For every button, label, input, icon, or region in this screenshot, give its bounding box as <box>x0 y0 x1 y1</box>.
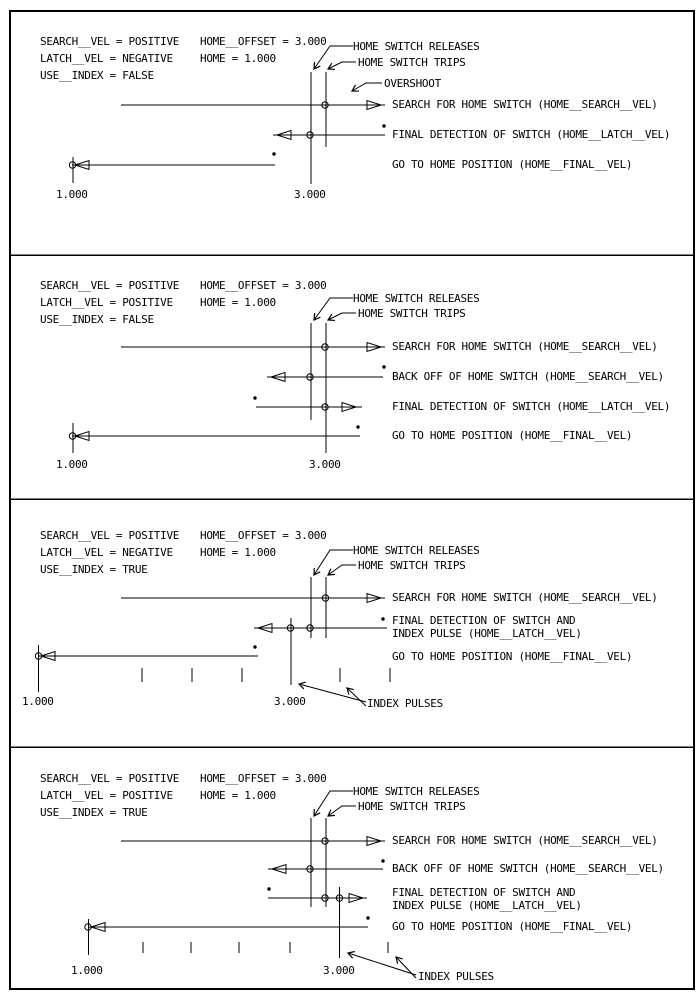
p2-start-dot-2 <box>254 397 256 399</box>
p3-step-search: SEARCH FOR HOME SWITCH (HOME__SEARCH__VEL) <box>392 591 658 604</box>
p2-start-dot-1 <box>383 366 385 368</box>
p4-index-pulses-label: INDEX PULSES <box>418 970 494 983</box>
p4-param-search-vel: SEARCH__VEL = POSITIVE <box>40 772 180 785</box>
p3-index-pulses-label: INDEX PULSES <box>367 697 443 710</box>
p4-axis-label-offset: 3.000 <box>323 964 355 977</box>
p2-param-use-index: USE__INDEX = FALSE <box>40 313 154 326</box>
p2-step-latch: FINAL DETECTION OF SWITCH (HOME__LATCH__VEL) <box>392 400 671 413</box>
p4-param-home-offset: HOME__OFFSET = 3.000 <box>200 772 327 785</box>
p4-param-latch-vel: LATCH__VEL = POSITIVE <box>40 789 173 802</box>
p4-start-dot-1 <box>382 860 384 862</box>
p4-index-arrow-1 <box>348 953 416 975</box>
p4-start-dot-3 <box>367 917 369 919</box>
p2-callout-trips: HOME SWITCH TRIPS <box>358 307 466 320</box>
p4-step-final: GO TO HOME POSITION (HOME__FINAL__VEL) <box>392 920 633 933</box>
panel1-motion-lines <box>72 72 385 184</box>
p4-index-arrow-2 <box>396 957 416 978</box>
p3-start-dot-2 <box>254 646 256 648</box>
p1-callout-trips: HOME SWITCH TRIPS <box>358 56 466 69</box>
p1-leader-trips <box>328 62 356 69</box>
p1-param-latch-vel: LATCH__VEL = NEGATIVE <box>40 52 173 65</box>
p2-param-home: HOME = 1.000 <box>200 296 276 309</box>
p3-param-use-index: USE__INDEX = TRUE <box>40 563 148 576</box>
p1-axis-label-offset: 3.000 <box>294 188 326 201</box>
p1-leader-overshoot <box>352 83 382 91</box>
p3-start-dot-1 <box>382 618 384 620</box>
p1-step-final: GO TO HOME POSITION (HOME__FINAL__VEL) <box>392 158 633 171</box>
p2-param-home-offset: HOME__OFFSET = 3.000 <box>200 279 327 292</box>
p4-start-dot-2 <box>268 888 270 890</box>
p4-step-latch-line2: INDEX PULSE (HOME__LATCH__VEL) <box>392 899 582 912</box>
p3-step-final: GO TO HOME POSITION (HOME__FINAL__VEL) <box>392 650 633 663</box>
p3-index-arrow-2 <box>347 688 366 706</box>
p1-param-home: HOME = 1.000 <box>200 52 276 65</box>
p1-step-search: SEARCH FOR HOME SWITCH (HOME__SEARCH__VEL) <box>392 98 658 111</box>
p3-callout-trips: HOME SWITCH TRIPS <box>358 559 466 572</box>
p4-leader-trips <box>328 806 356 816</box>
p3-leader-trips <box>328 565 356 575</box>
p2-start-dot-3 <box>357 426 359 428</box>
p4-step-search: SEARCH FOR HOME SWITCH (HOME__SEARCH__VEL) <box>392 834 658 847</box>
p4-callout-trips: HOME SWITCH TRIPS <box>358 800 466 813</box>
p2-step-backoff: BACK OFF OF HOME SWITCH (HOME__SEARCH__VEL) <box>392 370 664 383</box>
p4-axis-label-home: 1.000 <box>71 964 103 977</box>
p1-step-latch: FINAL DETECTION OF SWITCH (HOME__LATCH__VEL) <box>392 128 671 141</box>
p1-param-use-index: USE__INDEX = FALSE <box>40 69 154 82</box>
p1-param-search-vel: SEARCH__VEL = POSITIVE <box>40 35 180 48</box>
p4-callout-releases: HOME SWITCH RELEASES <box>353 785 480 798</box>
p2-axis-label-offset: 3.000 <box>309 458 341 471</box>
p1-start-dot-2 <box>273 153 275 155</box>
p1-axis-label-home: 1.000 <box>56 188 88 201</box>
p3-callout-releases: HOME SWITCH RELEASES <box>353 544 480 557</box>
p2-axis-label-home: 1.000 <box>56 458 88 471</box>
panel1-geometry <box>69 46 385 184</box>
p1-start-dot-1 <box>383 125 385 127</box>
panel3-motion-lines <box>38 577 390 692</box>
p4-param-use-index: USE__INDEX = TRUE <box>40 806 148 819</box>
p3-axis-label-offset: 3.000 <box>274 695 306 708</box>
p2-step-final: GO TO HOME POSITION (HOME__FINAL__VEL) <box>392 429 633 442</box>
p3-param-home: HOME = 1.000 <box>200 546 276 559</box>
p3-index-arrow-1 <box>299 684 366 702</box>
p3-param-latch-vel: LATCH__VEL = NEGATIVE <box>40 546 173 559</box>
p3-param-search-vel: SEARCH__VEL = POSITIVE <box>40 529 180 542</box>
p3-step-latch-line2: INDEX PULSE (HOME__LATCH__VEL) <box>392 627 582 640</box>
p2-step-search: SEARCH FOR HOME SWITCH (HOME__SEARCH__VEL) <box>392 340 658 353</box>
p1-callout-releases: HOME SWITCH RELEASES <box>353 40 480 53</box>
p3-step-latch-line1: FINAL DETECTION OF SWITCH AND <box>392 614 576 627</box>
p4-step-backoff: BACK OFF OF HOME SWITCH (HOME__SEARCH__VEL) <box>392 862 664 875</box>
p3-axis-label-home: 1.000 <box>22 695 54 708</box>
p2-leader-trips <box>328 313 356 320</box>
panel4-motion-lines <box>88 818 388 958</box>
p2-callout-releases: HOME SWITCH RELEASES <box>353 292 480 305</box>
p4-param-home: HOME = 1.000 <box>200 789 276 802</box>
panel4-geometry <box>85 791 416 978</box>
panel2-motion-lines <box>72 323 385 453</box>
p4-step-latch-line1: FINAL DETECTION OF SWITCH AND <box>392 886 576 899</box>
p1-param-home-offset: HOME__OFFSET = 3.000 <box>200 35 327 48</box>
p2-param-latch-vel: LATCH__VEL = POSITIVE <box>40 296 173 309</box>
p1-leader-releases <box>314 46 353 69</box>
p1-callout-overshoot: OVERSHOOT <box>384 77 441 90</box>
p2-param-search-vel: SEARCH__VEL = POSITIVE <box>40 279 180 292</box>
p3-param-home-offset: HOME__OFFSET = 3.000 <box>200 529 327 542</box>
